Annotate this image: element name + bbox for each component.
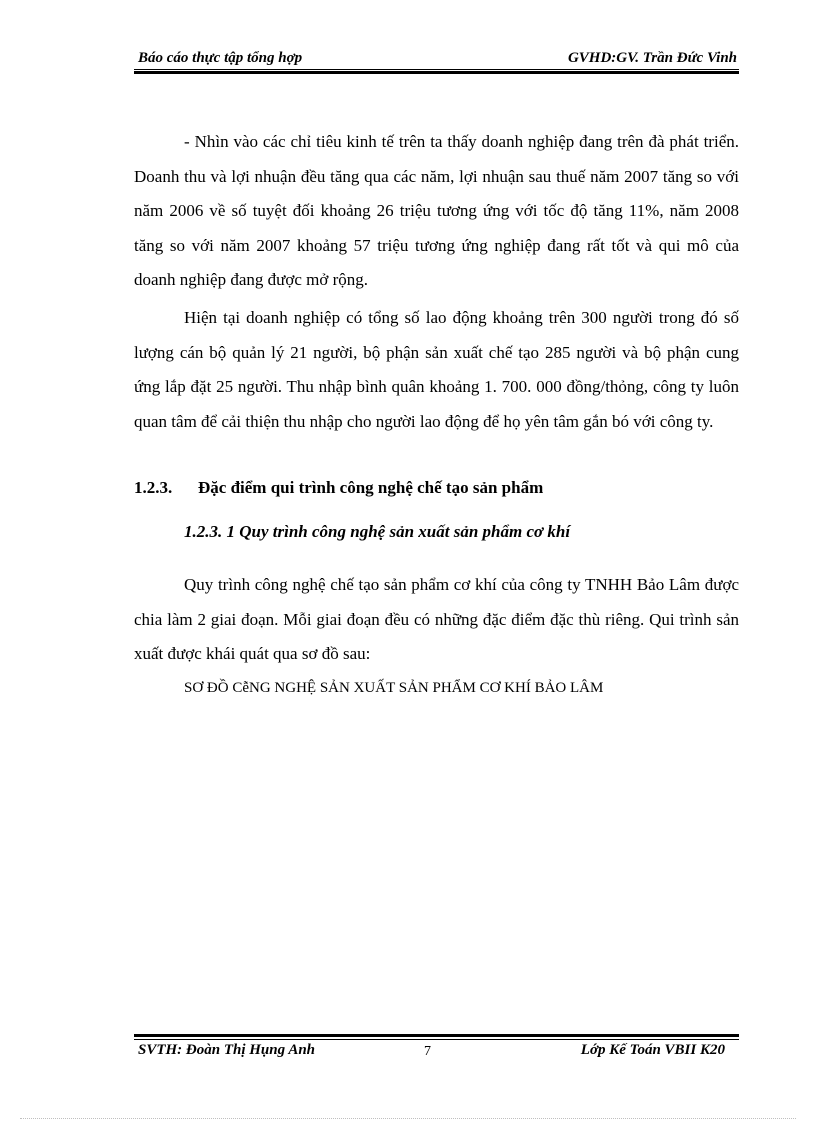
header-supervisor: GVHD:GV. Trần Đức Vinh: [567, 50, 737, 66]
section-number: 1.2.3.: [134, 478, 173, 497]
page-footer: [134, 1042, 739, 1062]
header-report-title: Báo cáo thực tập tổng hợp: [138, 50, 303, 66]
footer-rule-thick: [134, 1034, 739, 1037]
footer-rule-thin: [134, 1039, 739, 1040]
diagram-title: SƠ ĐỒ CễNG NGHỆ SẢN XUẤT SẢN PHẨM CƠ KHÍ BẢO LÂM: [184, 680, 604, 696]
header-rule-thick: [134, 71, 739, 74]
footer-student: SVTH: Đoàn Thị Hụng Anh: [138, 1042, 316, 1058]
section-heading: [134, 478, 543, 498]
header-rule-thin: [134, 69, 739, 70]
section-title: Đặc điểm qui trình công nghệ chế tạo sản phẩm: [198, 478, 544, 497]
page-bottom-border: [20, 1118, 796, 1119]
page-header: [134, 46, 739, 68]
paragraph-economic-indicators: - Nhìn vào các chỉ tiêu kinh tế trên ta thấy doanh nghiệp đang trên đà phát triển. Doanh thu và lợi nhuận đều tăng qua các năm, lợi nhuận sau thuế năm 2007 tăng so với năm 2006 về số tuyệt đối khoảng 26 triệu tương ứng với tốc độ tăng 11%, năm 2008 tăng so với năm 2007 khoảng 57 triệu tương ứng nghiệp đang rất tốt và qui mô của doanh nghiệp đang được mở rộng.: [134, 132, 739, 289]
footer-class: Lớp Kế Toán VBII K20: [580, 1042, 725, 1058]
subsection-heading: 1.2.3. 1 Quy trình công nghệ sản xuất sản phẩm cơ khí: [184, 522, 571, 541]
page-number: 7: [424, 1044, 431, 1059]
paragraph-process: Quy trình công nghệ chế tạo sản phẩm cơ khí của công ty TNHH Bảo Lâm được chia làm 2 giai đoạn. Mỗi giai đoạn đều có những đặc điểm đặc thù riêng. Qui trình sản xuất được khái quát qua sơ đồ sau:: [134, 575, 739, 663]
paragraph-workforce: Hiện tại doanh nghiệp có tổng số lao động khoảng trên 300 người trong đó số lượng cán bộ quản lý 21 người, bộ phận sản xuất chế tạo 285 người và bộ phận cung ứng lắp đặt 25 người. Thu nhập bình quân khoảng 1. 700. 000 đồng/thỏng, công ty luôn quan tâm để cải thiện thu nhập cho người lao động để họ yên tâm gắn bó với công ty.: [134, 308, 739, 431]
